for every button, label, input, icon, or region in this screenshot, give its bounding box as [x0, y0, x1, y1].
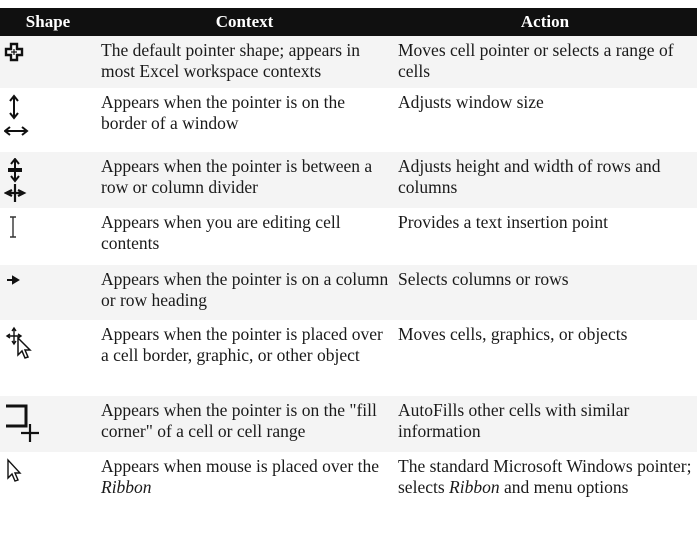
move-arrow-pointer-icon	[4, 326, 34, 360]
row-and-column-divider-resize-icon	[4, 158, 30, 204]
right-arrow-select-icon	[4, 271, 24, 291]
action-cell: Moves cell pointer or selects a range of cells	[393, 36, 697, 88]
table-row	[0, 208, 697, 265]
shape-cell	[0, 88, 96, 152]
header-shape: Shape	[0, 8, 96, 36]
action-cell: Selects columns or rows	[393, 265, 697, 320]
context-cell: Appears when the pointer is on a column or row heading	[96, 265, 393, 320]
shape-cell	[0, 36, 96, 88]
pointer-shapes-table	[0, 8, 697, 524]
pointer-shapes-table-container	[0, 8, 697, 524]
plus-outline-cross-pointer-icon	[4, 42, 24, 62]
context-cell: Appears when the pointer is on the "fill corner" of a cell or cell range	[96, 396, 393, 452]
shape-cell	[0, 320, 96, 396]
table-row	[0, 36, 697, 88]
header-context: Context	[96, 8, 393, 36]
action-cell: Adjusts height and width of rows and columns	[393, 152, 697, 208]
action-text-suffix: and menu options	[499, 477, 629, 497]
shape-cell	[0, 265, 96, 320]
table-row	[0, 320, 697, 396]
action-cell: Moves cells, graphics, or objects	[398, 324, 628, 344]
context-cell: Appears when the pointer is on the border of a window	[101, 92, 345, 133]
context-text: Appears when mouse is placed over the	[101, 456, 379, 476]
header-row	[0, 8, 697, 36]
fill-handle-crosshair-icon	[4, 402, 44, 444]
table-row	[0, 152, 697, 208]
context-cell: Appears when you are editing cell contents	[101, 212, 341, 253]
context-cell	[96, 452, 393, 524]
action-cell: Adjusts window size	[398, 92, 544, 112]
action-text: The standard Microsoft Windows pointer; selects	[398, 456, 692, 497]
shape-cell	[0, 452, 96, 524]
table-row	[0, 265, 697, 320]
ribbon-term: Ribbon	[449, 477, 500, 497]
text-i-beam-icon	[4, 214, 24, 240]
shape-cell	[0, 396, 96, 452]
action-cell: AutoFills other cells with similar information	[393, 396, 697, 452]
action-cell: Provides a text insertion point	[398, 212, 608, 232]
table-row	[0, 88, 697, 152]
table-row	[0, 396, 697, 452]
shape-cell	[0, 152, 96, 208]
action-cell	[393, 452, 697, 524]
context-cell: Appears when the pointer is between a row or column divider	[96, 152, 393, 208]
ribbon-term: Ribbon	[101, 477, 152, 497]
context-cell: The default pointer shape; appears in most Excel workspace contexts	[96, 36, 393, 88]
table-row	[0, 452, 697, 524]
context-cell: Appears when the pointer is placed over a cell border, graphic, or other object	[101, 324, 383, 365]
vertical-and-horizontal-resize-arrows-icon	[4, 94, 30, 142]
standard-arrow-pointer-icon	[4, 458, 26, 484]
header-action: Action	[393, 8, 697, 36]
shape-cell	[0, 208, 96, 265]
